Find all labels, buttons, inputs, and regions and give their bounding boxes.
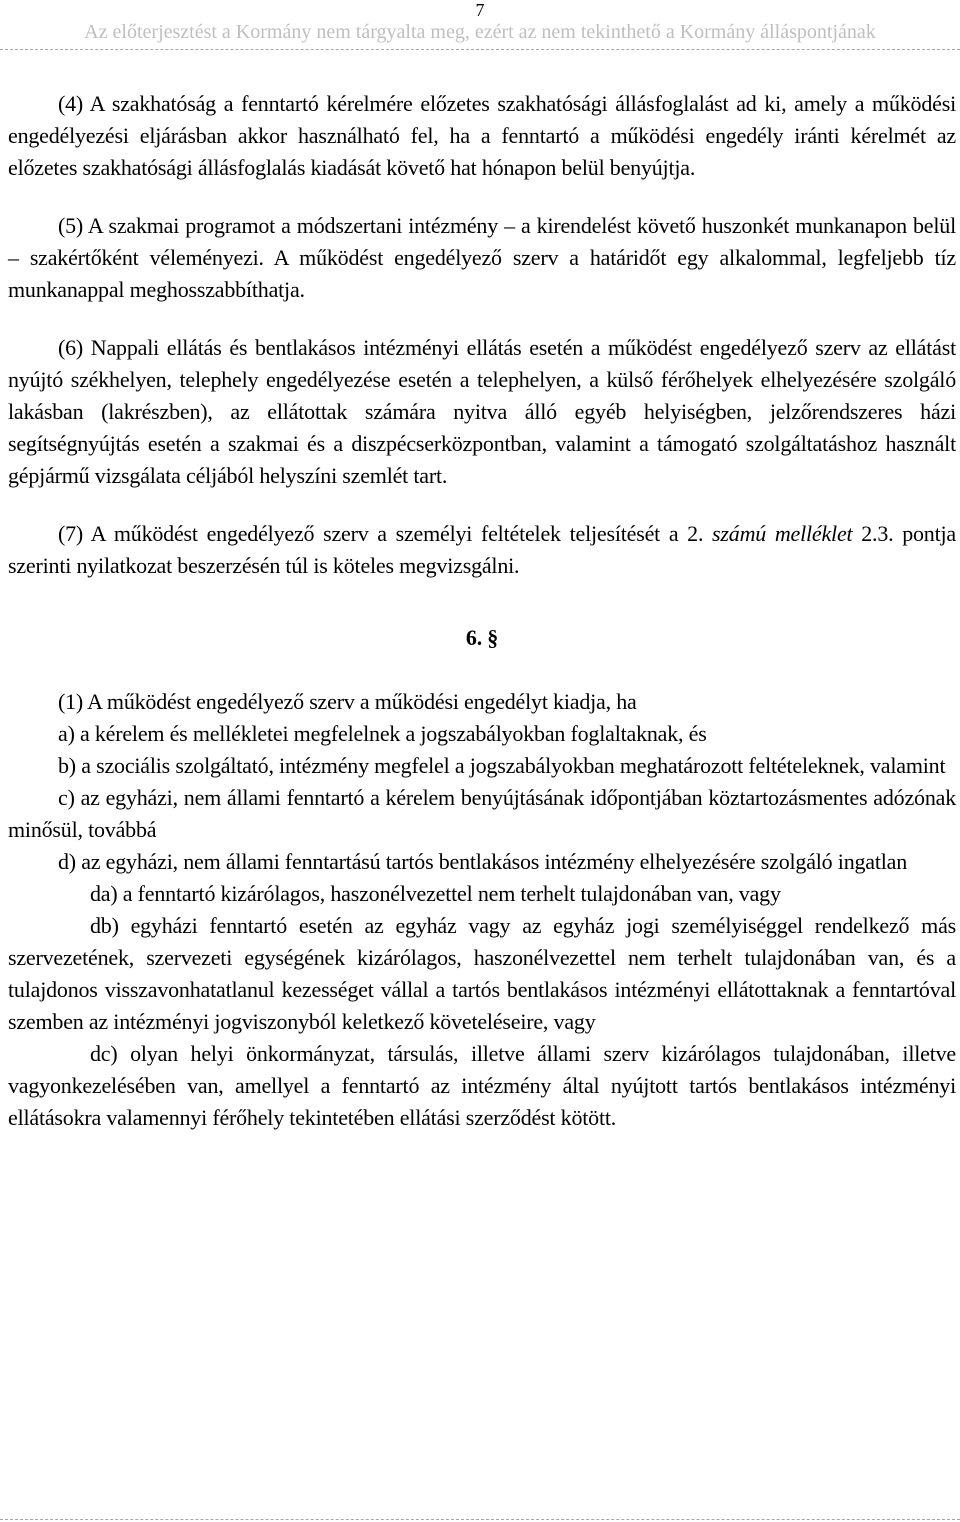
point-b: b) a szociális szolgáltató, intézmény megfelel a jogszabályokban meghatározott feltételeknek, valamint [58, 753, 946, 778]
point-d: d) az egyházi, nem állami fenntartású tartós bentlakásos intézmény elhelyezésére szolgáló ingatlan [58, 849, 908, 874]
subpoint-da: da) a fenntartó kizárólagos, haszonélvezettel nem terhelt tulajdonában van, vagy [90, 881, 781, 906]
annex-reference: számú melléklet [712, 521, 853, 546]
paragraph-7-text-end: 2.3. pontja szerinti nyilatkozat beszerzésén túl is köteles megvizsgálni. [8, 521, 956, 578]
document-body [8, 88, 956, 1134]
subpoint-dc: dc) olyan helyi önkormányzat, társulás, illetve állami szerv kizárólagos tulajdonában, illetve vagyonkezelésében van, amellyel a fenntartó az intézmény által nyújtott tartós bentlakásos intézményi ellátásokra valamennyi férőhely tekintetében ellátási szerződést kötött. [8, 1041, 956, 1130]
point-c: c) az egyházi, nem állami fenntartó a kérelem benyújtásának időpontjában köztartozásmentes adózónak minősül, továbbá [8, 785, 956, 842]
paragraph-7 [8, 518, 956, 582]
running-header: Az előterjesztést a Kormány nem tárgyalta meg, ezért az nem tekinthető a Kormány álláspontjának [84, 21, 876, 43]
paragraph-6: (6) Nappali ellátás és bentlakásos intézményi ellátás esetén a működést engedélyező szerv az ellátást nyújtó székhelyen, telephely engedélyezése esetén a telephelyen, a külső férőhelyek elhelyezésére szolgáló lakásban (lakrészben), az ellátottak számára nyitva álló egyéb helyiségben, jelzőrendszeres házi segítségnyújtás esetén a szakmai és a diszpécserközpontban, valamint a támogató szolgáltatáshoz használt gépjármű vizsgálata céljából helyszíni szemlét tart. [8, 335, 956, 488]
paragraph-5: (5) A szakmai programot a módszertani intézmény – a kirendelést követő huszonkét munkanapon belül – szakértőként véleményezi. A működést engedélyező szerv a határidőt egy alkalommal, legfeljebb tíz munkanappal meghosszabbíthatja. [8, 213, 956, 302]
point-a: a) a kérelem és mellékletei megfelelnek a jogszabályokban foglaltaknak, és [58, 721, 707, 746]
subpoint-db: db) egyházi fenntartó esetén az egyház vagy az egyház jogi személyiséggel rendelkező más szervezetének, szervezeti egységének kizárólagos, haszonélvezettel nem terhelt tulajdonában van, és a tulajdonos visszavonhatatlanul kezességet vállal a tartós bentlakásos intézményi ellátottaknak a fenntartóval szemben az intézményi jogviszonyból keletkező követeléseire, vagy [8, 913, 956, 1034]
section-heading: 6. § [465, 625, 499, 650]
header-dashed-rule [0, 49, 960, 50]
footer-dashed-rule [0, 1519, 960, 1520]
paragraph-7-text: (7) A működést engedélyező szerv a személyi feltételek teljesítését a 2. [58, 521, 704, 546]
section-6-paragraph-1: (1) A működést engedélyező szerv a működési engedélyt kiadja, ha [58, 689, 637, 714]
paragraph-4: (4) A szakhatóság a fenntartó kérelmére előzetes szakhatósági állásfoglalást ad ki, amely a működési engedélyezési eljárásban akkor használható fel, ha a fenntartó a működési engedély iránti kérelmét az előzetes szakhatósági állásfoglalás kiadását követő hat hónapon belül benyújtja. [8, 91, 956, 180]
page-number: 7 [475, 0, 485, 20]
